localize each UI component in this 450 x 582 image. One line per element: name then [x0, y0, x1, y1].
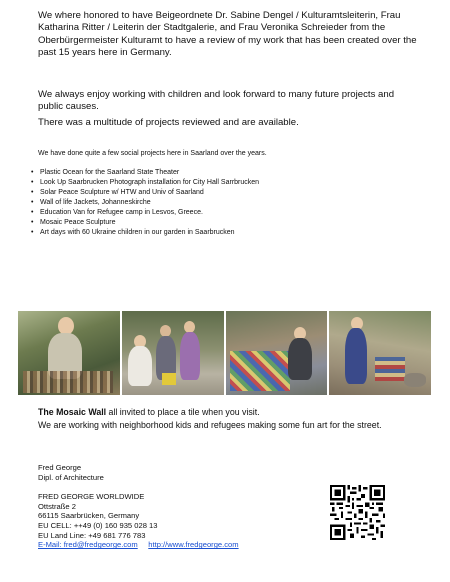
person-figure	[288, 338, 312, 380]
mosaic-wall-title: The Mosaic Wall	[38, 407, 107, 417]
intro-paragraph-projects: There was a multitude of projects reviewed and are available.	[38, 117, 299, 128]
mosaic-wall-note	[38, 406, 438, 431]
list-item: • Solar Peace Sculpture w/ HTW and Univ of Saarland	[30, 188, 259, 198]
website-link[interactable]: http://www.fredgeorge.com	[148, 540, 239, 550]
list-item: • Plastic Ocean for the Saarland State Theater	[30, 168, 259, 178]
contact-city: 66115 Saarbrücken, Germany	[38, 511, 140, 521]
person-figure	[128, 346, 152, 386]
list-item: • Art days with 60 Ukraine children in our garden in Saarbrucken	[30, 228, 259, 238]
photo-woman-with-mosaic	[18, 311, 120, 395]
photo-group-of-children	[122, 311, 224, 395]
contact-cell: EU CELL: ++49 (0) 160 935 028 13	[38, 520, 158, 530]
mosaic-tiles	[23, 371, 113, 393]
contact-name: Fred George	[38, 463, 82, 472]
mosaic-wall-description: We are working with neighborhood kids and refugees making some fun art for the street.	[38, 419, 382, 430]
contact-links	[38, 540, 239, 550]
list-item: • Wall of life Jackets, Johanneskirche	[30, 198, 259, 208]
mosaic-tiles	[375, 357, 405, 381]
photo-mosaic-wall-table	[226, 311, 328, 395]
contact-block	[38, 463, 239, 550]
projects-intro: We have done quite a few social projects here in Saarland over the years.	[38, 150, 267, 157]
mosaic-tiles	[230, 351, 290, 391]
list-item: • Mosaic Peace Sculpture	[30, 218, 259, 228]
qr-code[interactable]	[330, 485, 385, 540]
email-link[interactable]: E-Mail: fred@fredgeorge.com	[38, 540, 138, 550]
photo-child-placing-tile	[329, 311, 431, 395]
bucket	[404, 373, 426, 387]
list-item: • Education Van for Refugee camp in Lesvos, Greece.	[30, 208, 259, 218]
photo-collage	[18, 311, 431, 395]
person-figure	[345, 328, 367, 384]
contact-street: Ottstraße 2	[38, 501, 76, 511]
list-item: • Look Up Saarbrucken Photograph installation for City Hall Sarrbrucken	[30, 178, 259, 188]
bucket	[162, 373, 176, 385]
project-list	[30, 168, 259, 238]
contact-landline: EU Land Line: +49 681 776 783	[38, 530, 146, 540]
person-figure	[180, 332, 200, 380]
contact-title: Dipl. of Architecture	[38, 472, 104, 482]
intro-paragraph-review: We where honored to have Beigeordnete Dr. Sabine Dengel / Kulturamtsleiterin, Frau Katharina Ritter / Leiterin der Stadtgalerie, and Frau Veronika Schreieder from the Oberbürgermeister Kulturamt to have a review of my work that has been created over the past 15 years here in Germany.	[38, 10, 417, 59]
contact-company: FRED GEORGE WORLDWIDE	[38, 492, 145, 502]
intro-paragraph-children: We always enjoy working with children and look forward to many future projects and public causes.	[38, 89, 395, 113]
mosaic-wall-invite: all invited to place a tile when you visit.	[106, 407, 260, 417]
